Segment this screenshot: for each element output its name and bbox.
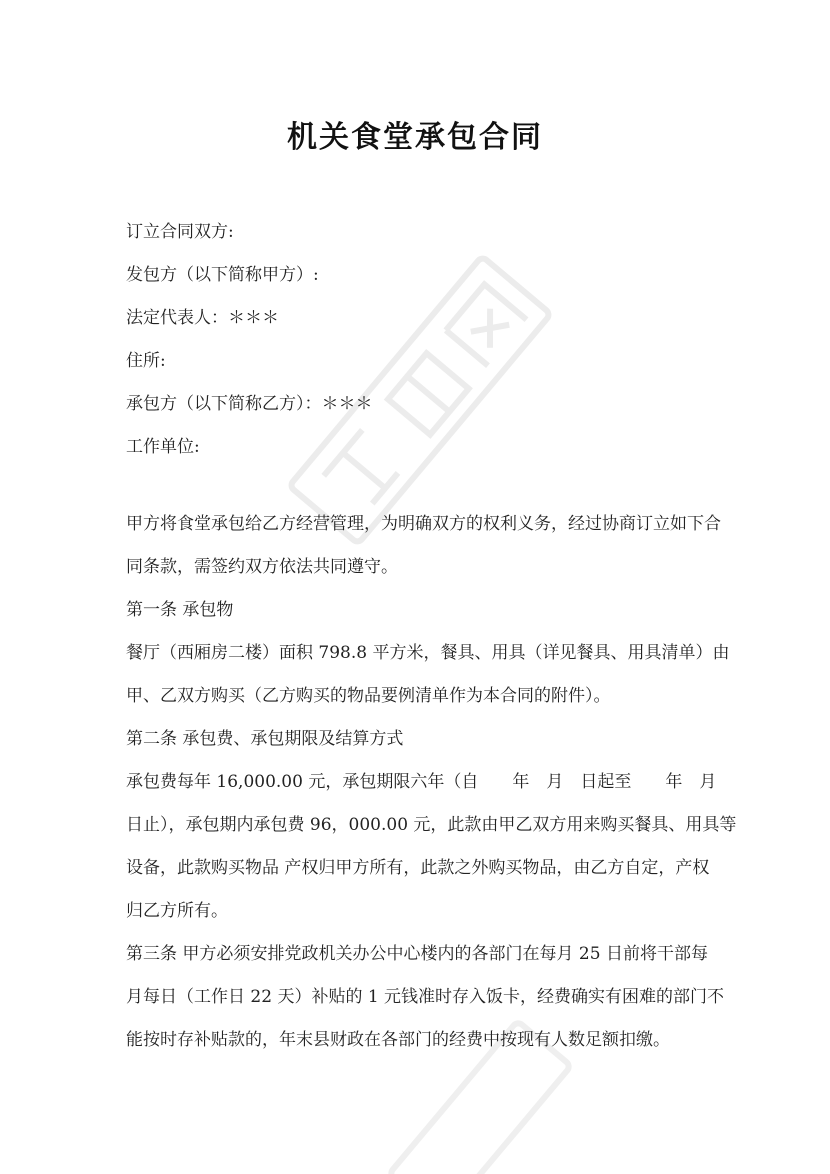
line-legal-rep: 法定代表人：＊＊＊	[126, 308, 279, 328]
article-2-line-1: 承包费每年 16,000.00 元，承包期限六年（自 年 月 日起至 年 月	[126, 772, 717, 792]
article-3-line-1: 第三条 甲方必须安排党政机关办公中心楼内的各部门在每月 25 日前将干部每	[126, 944, 708, 964]
article-1-line-2: 甲、乙双方购买（乙方购买的物品要例清单作为本合同的附件）。	[126, 686, 611, 706]
line-parties: 订立合同双方:	[126, 222, 234, 242]
article-2-heading: 第二条 承包费、承包期限及结算方式	[126, 729, 404, 749]
article-2-line-3: 设备，此款购买物品 产权归甲方所有，此款之外购买物品，由乙方自定，产权	[126, 858, 710, 878]
paragraph-intro-line-2: 同条款，需签约双方依法共同遵守。	[126, 557, 398, 577]
article-2-line-4: 归乙方所有。	[126, 901, 228, 921]
line-address: 住所:	[126, 351, 166, 371]
line-party-a: 发包方（以下简称甲方）:	[126, 265, 319, 285]
line-work-unit: 工作单位:	[126, 437, 200, 457]
article-1-heading: 第一条 承包物	[126, 600, 234, 620]
document-title: 机关食堂承包合同	[287, 120, 543, 155]
article-1-line-1: 餐厅（西厢房二楼）面积 798.8 平方米，餐具、用具（详见餐具、用具清单）由	[126, 643, 730, 663]
article-2-line-2: 日止），承包期内承包费 96，000.00 元，此款由甲乙双方用来购买餐具、用具等	[126, 815, 737, 835]
paragraph-intro-line-1: 甲方将食堂承包给乙方经营管理，为明确双方的权利义务，经过协商订立如下合	[126, 514, 721, 534]
line-party-b: 承包方（以下简称乙方）：＊＊＊	[126, 394, 373, 414]
article-3-line-3: 能按时存补贴款的，年末县财政在各部门的经费中按现有人数足额扣缴。	[126, 1030, 670, 1050]
article-3-line-2: 月每日（工作日 22 天）补贴的 1 元钱准时存入饭卡，经费确实有困难的部门不	[126, 987, 725, 1007]
